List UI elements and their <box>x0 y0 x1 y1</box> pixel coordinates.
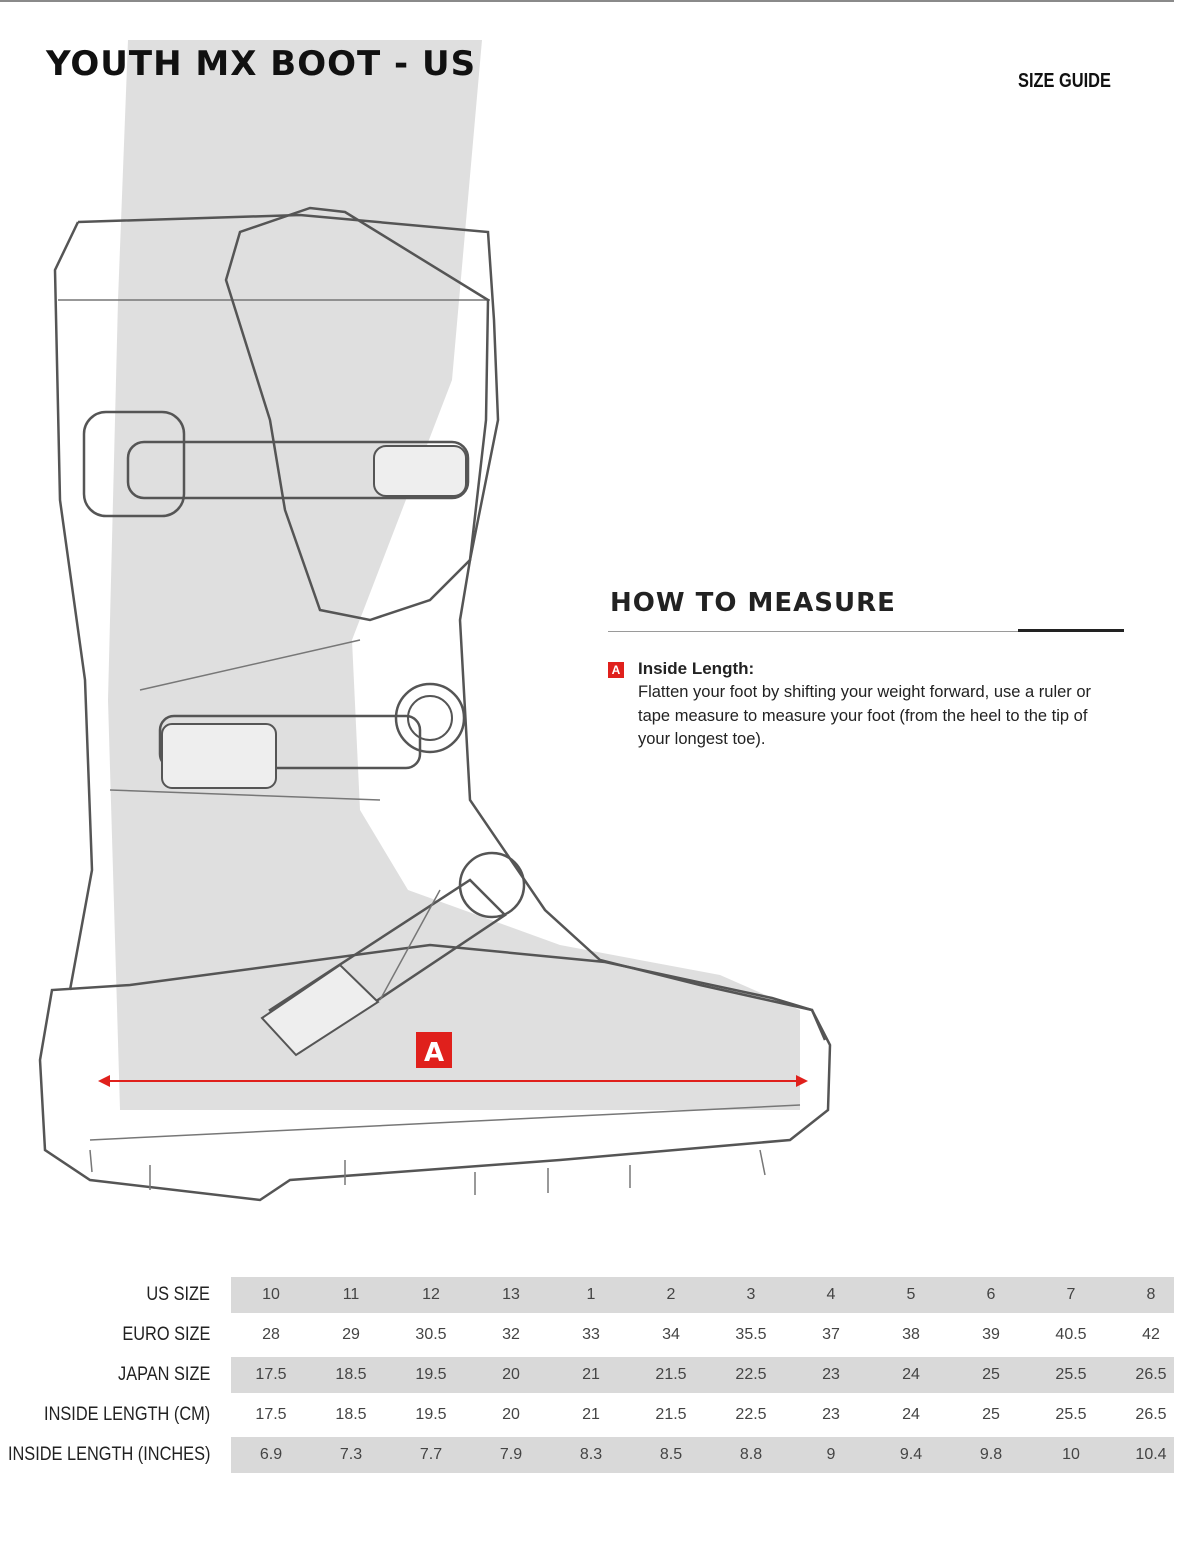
table-cell: 26.5 <box>1135 1406 1167 1423</box>
table-cell: 20 <box>502 1406 520 1423</box>
table-cell: 19.5 <box>415 1406 447 1423</box>
table-cell: 8 <box>1146 1286 1156 1303</box>
table-cell: 29 <box>342 1326 360 1343</box>
inside-length-label: Inside Length: <box>638 659 755 678</box>
page-title: YOUTH MX BOOT - US <box>46 44 477 84</box>
table-cell: 34 <box>662 1326 680 1343</box>
table-cell: 33 <box>582 1326 600 1343</box>
size-guide-label: SIZE GUIDE <box>1018 70 1111 92</box>
table-cell: 17.5 <box>255 1366 287 1383</box>
row-cells <box>231 1277 1174 1313</box>
row-label: US SIZE <box>146 1284 210 1305</box>
section-divider-accent <box>1018 629 1124 632</box>
table-cell: 8.8 <box>739 1446 763 1463</box>
table-cell: 8.3 <box>579 1446 603 1463</box>
table-cell: 1 <box>586 1286 596 1303</box>
table-cell: 10 <box>1062 1446 1080 1463</box>
table-cell: 4 <box>826 1286 836 1303</box>
table-cell: 13 <box>502 1286 520 1303</box>
top-divider <box>0 0 1174 2</box>
table-cell: 7.3 <box>339 1446 363 1463</box>
inside-length-badge: A <box>608 662 624 678</box>
table-cell: 23 <box>822 1406 840 1423</box>
row-cells <box>231 1397 1174 1433</box>
table-cell: 2 <box>666 1286 676 1303</box>
row-cells <box>231 1357 1174 1393</box>
table-cell: 20 <box>502 1366 520 1383</box>
table-cell: 21.5 <box>655 1406 687 1423</box>
table-cell: 37 <box>822 1326 840 1343</box>
table-cell: 18.5 <box>335 1366 367 1383</box>
row-label: EURO SIZE <box>121 1324 210 1345</box>
table-cell: 7.9 <box>499 1446 523 1463</box>
table-cell: 11 <box>342 1286 360 1303</box>
marker-a-letter: A <box>423 1038 445 1068</box>
row-label: INSIDE LENGTH (CM) <box>43 1404 210 1425</box>
table-cell: 9.8 <box>979 1446 1003 1463</box>
table-cell: 21.5 <box>655 1366 687 1383</box>
table-row <box>0 1315 1174 1355</box>
row-label: JAPAN SIZE <box>117 1364 210 1385</box>
table-cell: 25.5 <box>1055 1366 1087 1383</box>
row-cells <box>231 1437 1174 1473</box>
table-cell: 38 <box>902 1326 920 1343</box>
table-cell: 24 <box>902 1366 920 1383</box>
table-cell: 21 <box>582 1406 600 1423</box>
table-cell: 21 <box>582 1366 600 1383</box>
table-cell: 19.5 <box>415 1366 447 1383</box>
table-cell: 7 <box>1066 1286 1076 1303</box>
table-cell: 17.5 <box>255 1406 287 1423</box>
table-row <box>0 1355 1174 1395</box>
table-cell: 3 <box>746 1286 756 1303</box>
table-cell: 24 <box>902 1406 920 1423</box>
table-cell: 42 <box>1142 1326 1160 1343</box>
table-row <box>0 1275 1174 1315</box>
table-cell: 28 <box>262 1326 280 1343</box>
table-cell: 9 <box>826 1446 836 1463</box>
table-cell: 25 <box>982 1406 1000 1423</box>
table-cell: 9.4 <box>899 1446 923 1463</box>
table-cell: 40.5 <box>1055 1326 1087 1343</box>
table-cell: 6 <box>986 1286 996 1303</box>
table-cell: 6.9 <box>259 1446 283 1463</box>
table-cell: 39 <box>982 1326 1000 1343</box>
table-cell: 35.5 <box>735 1326 767 1343</box>
boot-diagram <box>0 40 900 1220</box>
row-cells <box>231 1317 1174 1353</box>
table-cell: 5 <box>906 1286 916 1303</box>
inside-length-instructions: Flatten your foot by shifting your weight forward, use a ruler or tape measure to measure your foot (from the heel to the tip of your longest toe). <box>638 683 1092 748</box>
table-cell: 10 <box>262 1286 280 1303</box>
table-cell: 22.5 <box>735 1366 767 1383</box>
table-row <box>0 1435 1174 1475</box>
table-cell: 25.5 <box>1055 1406 1087 1423</box>
table-cell: 32 <box>502 1326 520 1343</box>
table-cell: 22.5 <box>735 1406 767 1423</box>
table-cell: 18.5 <box>335 1406 367 1423</box>
how-to-measure-title: HOW TO MEASURE <box>610 588 896 618</box>
table-cell: 10.4 <box>1135 1446 1167 1463</box>
table-cell: 8.5 <box>659 1446 683 1463</box>
size-table <box>0 1275 1174 1475</box>
table-cell: 25 <box>982 1366 1000 1383</box>
table-cell: 30.5 <box>415 1326 447 1343</box>
table-cell: 7.7 <box>419 1446 443 1463</box>
table-row <box>0 1395 1174 1435</box>
table-cell: 26.5 <box>1135 1366 1167 1383</box>
table-cell: 23 <box>822 1366 840 1383</box>
row-label: INSIDE LENGTH (INCHES) <box>7 1444 210 1465</box>
table-cell: 12 <box>422 1286 440 1303</box>
